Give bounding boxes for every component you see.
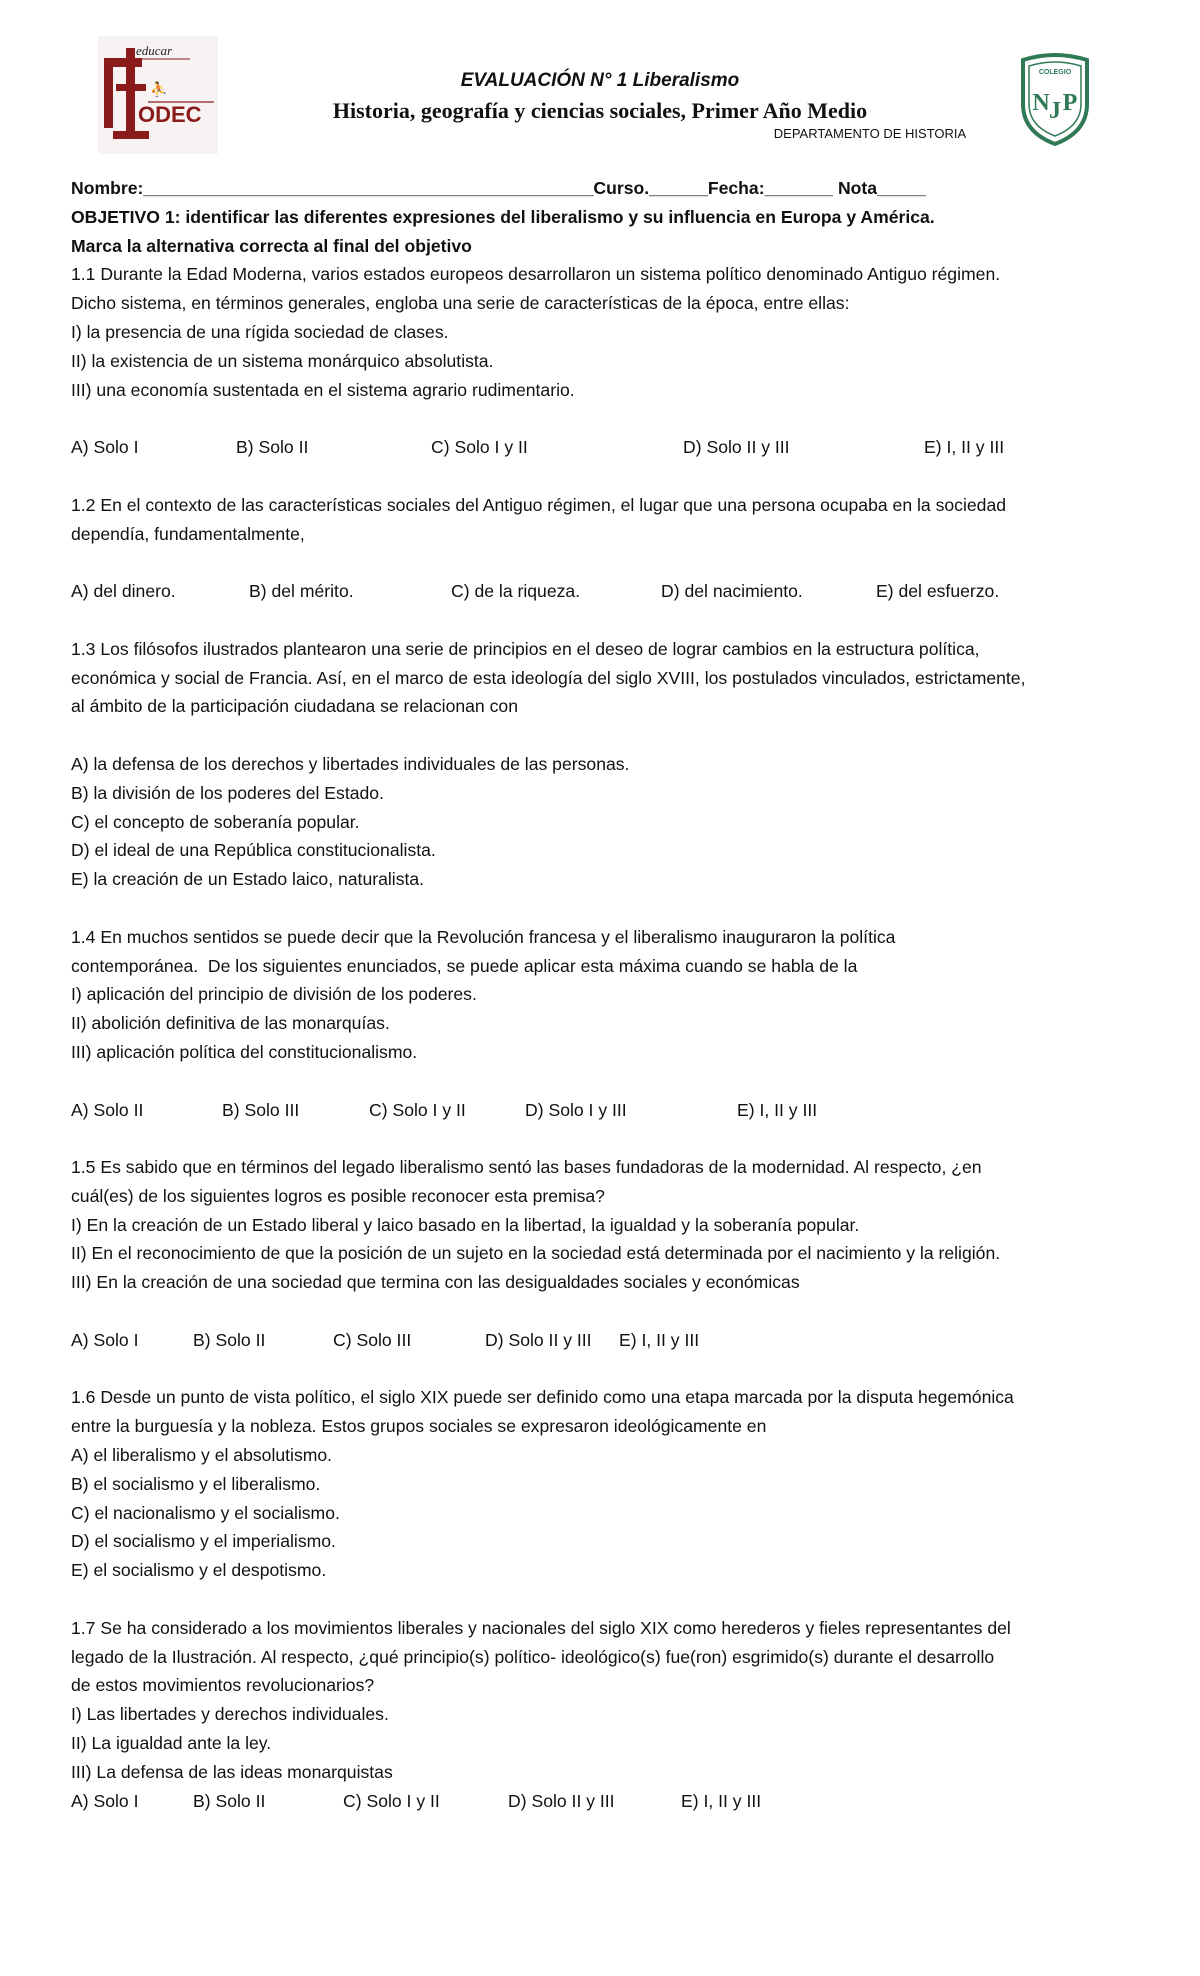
question-line: III) una economía sustentada en el sistema agrario rudimentario. (71, 379, 575, 400)
question-line: I) aplicación del principio de división de los poderes. (71, 984, 477, 1005)
option-a[interactable]: A) Solo II (71, 1099, 144, 1120)
question-1-5 (71, 1153, 1151, 1383)
option-a[interactable]: A) Solo I (71, 1329, 139, 1350)
answer-options (71, 1787, 1151, 1816)
question-line: contemporánea. De los siguientes enunciados, se puede aplicar esta máxima cuando se habla de la (71, 955, 858, 976)
option-e[interactable]: E) I, II y III (681, 1790, 762, 1811)
option-e[interactable]: E) el socialismo y el despotismo. (71, 1560, 327, 1581)
option-b[interactable]: B) del mérito. (249, 581, 354, 602)
student-info-line[interactable]: Nombre:______________________________________________Curso.______Fecha:_______ Nota_____ (71, 178, 926, 198)
svg-text:⛹: ⛹ (150, 81, 168, 97)
svg-text:P: P (1062, 90, 1078, 116)
svg-text:educar: educar (136, 43, 173, 58)
option-a[interactable]: A) del dinero. (71, 581, 176, 602)
option-d[interactable]: D) el ideal de una República constitucionalista. (71, 840, 436, 861)
option-e[interactable]: E) I, II y III (737, 1099, 818, 1120)
question-1-3 (71, 635, 1151, 923)
question-line: al ámbito de la participación ciudadana se relacionan con (71, 696, 518, 717)
question-1-1 (71, 260, 1151, 490)
option-e[interactable]: E) I, II y III (619, 1329, 700, 1350)
question-line: I) Las libertades y derechos individuales. (71, 1704, 389, 1725)
question-line: 1.2 En el contexto de las características sociales del Antiguo régimen, el lugar que una persona ocupaba en la sociedad (71, 494, 1007, 515)
question-line: III) aplicación política del constitucionalismo. (71, 1041, 418, 1062)
question-line: legado de la Ilustración. Al respecto, ¿qué principio(s) político- ideológico(s) fue(ron) esgrimido(s) durante el desarrollo (71, 1646, 995, 1667)
option-b[interactable]: B) Solo III (222, 1099, 300, 1120)
question-1-6 (71, 1383, 1151, 1613)
option-b[interactable]: B) Solo II (193, 1790, 266, 1811)
option-c[interactable]: C) de la riqueza. (451, 581, 581, 602)
option-e[interactable]: E) del esfuerzo. (876, 581, 1000, 602)
option-d[interactable]: D) Solo I y III (525, 1099, 627, 1120)
njp-school-logo (1015, 52, 1095, 147)
svg-text:N: N (1032, 90, 1050, 116)
question-line: II) La igualdad ante la ley. (71, 1733, 272, 1754)
question-line: 1.3 Los filósofos ilustrados plantearon una serie de principios en el deseo de lograr cambios en la estructura política, (71, 638, 980, 659)
question-line: I) la presencia de una rígida sociedad de clases. (71, 321, 449, 342)
question-line: dependía, fundamentalmente, (71, 523, 305, 544)
question-line: III) En la creación de una sociedad que termina con las desigualdades sociales y económicas (71, 1272, 800, 1293)
option-d[interactable]: D) el socialismo y el imperialismo. (71, 1531, 336, 1552)
option-a[interactable]: A) Solo I (71, 437, 139, 458)
question-line: 1.4 En muchos sentidos se puede decir que la Revolución francesa y el liberalismo inauguraron la política (71, 926, 896, 947)
question-1-7 (71, 1614, 1151, 1816)
exam-body (71, 174, 1151, 1815)
question-line: de estos movimientos revolucionarios? (71, 1675, 375, 1696)
question-1-4 (71, 923, 1151, 1153)
option-b[interactable]: B) Solo II (236, 437, 309, 458)
option-e[interactable]: E) I, II y III (924, 437, 1005, 458)
option-a[interactable]: A) Solo I (71, 1790, 139, 1811)
svg-text:COLEGIO: COLEGIO (1038, 69, 1072, 76)
option-c[interactable]: C) Solo I y II (343, 1790, 440, 1811)
exam-subtitle: Historia, geografía y ciencias sociales, Primer Año Medio (332, 98, 868, 123)
department-label: DEPARTAMENTO DE HISTORIA (773, 126, 967, 141)
option-c[interactable]: C) el nacionalismo y el socialismo. (71, 1502, 340, 1523)
option-a[interactable]: A) la defensa de los derechos y libertades individuales de las personas. (71, 753, 630, 774)
fodec-logo (98, 36, 218, 154)
question-line: 1.1 Durante la Edad Moderna, varios estados europeos desarrollaron un sistema político denominado Antiguo régimen. (71, 264, 1001, 285)
question-line: Dicho sistema, en términos generales, engloba una serie de características de la época, entre ellas: (71, 293, 850, 314)
question-line: II) abolición definitiva de las monarquías. (71, 1013, 390, 1034)
question-line: 1.7 Se ha considerado a los movimientos liberales y nacionales del siglo XIX como herederos y fieles representantes del (71, 1617, 1011, 1638)
option-d[interactable]: D) Solo II y III (508, 1790, 615, 1811)
question-line: III) La defensa de las ideas monarquistas (71, 1761, 393, 1782)
question-line: entre la burguesía y la nobleza. Estos grupos sociales se expresaron ideológicamente en (71, 1416, 767, 1437)
option-c[interactable]: C) Solo I y II (431, 437, 528, 458)
option-b[interactable]: B) la división de los poderes del Estado. (71, 782, 384, 803)
option-b[interactable]: B) Solo II (193, 1329, 266, 1350)
question-line: II) En el reconocimiento de que la posición de un sujeto en la sociedad está determinada por el nacimiento y la religión. (71, 1243, 1001, 1264)
answer-options (71, 433, 1151, 462)
option-d[interactable]: D) Solo II y III (683, 437, 790, 458)
option-c[interactable]: C) Solo I y II (369, 1099, 466, 1120)
question-line: 1.6 Desde un punto de vista político, el siglo XIX puede ser definido como una etapa marcada por la disputa hegemónica (71, 1387, 1014, 1408)
question-line: 1.5 Es sabido que en términos del legado liberalismo sentó las bases fundadoras de la modernidad. Al respecto, ¿en (71, 1157, 982, 1178)
option-d[interactable]: D) Solo II y III (485, 1329, 592, 1350)
answer-options (71, 1096, 1151, 1125)
option-d[interactable]: D) del nacimiento. (661, 581, 803, 602)
svg-text:ODEC: ODEC (138, 102, 202, 127)
exam-title: EVALUACIÓN N° 1 Liberalismo (460, 70, 740, 91)
question-line: económica y social de Francia. Así, en el marco de esta ideología del siglo XVIII, los postulados vinculados, estrictamente, (71, 667, 1026, 688)
objective-text: OBJETIVO 1: identificar las diferentes expresiones del liberalismo y su influencia en Europa y América. (71, 206, 935, 227)
instruction-text: Marca la alternativa correcta al final del objetivo (71, 235, 472, 256)
answer-options (71, 1326, 1151, 1355)
option-c[interactable]: C) Solo III (333, 1329, 412, 1350)
question-line: I) En la creación de un Estado liberal y laico basado en la libertad, la igualdad y la soberanía popular. (71, 1214, 860, 1235)
answer-options (71, 577, 1151, 606)
svg-text:J: J (1049, 98, 1061, 124)
question-line: cuál(es) de los siguientes logros es posible reconocer esta premisa? (71, 1185, 605, 1206)
option-b[interactable]: B) el socialismo y el liberalismo. (71, 1473, 321, 1494)
question-line: II) la existencia de un sistema monárquico absolutista. (71, 350, 494, 371)
option-e[interactable]: E) la creación de un Estado laico, naturalista. (71, 869, 425, 890)
option-a[interactable]: A) el liberalismo y el absolutismo. (71, 1445, 333, 1466)
option-c[interactable]: C) el concepto de soberanía popular. (71, 811, 360, 832)
question-1-2 (71, 491, 1151, 635)
